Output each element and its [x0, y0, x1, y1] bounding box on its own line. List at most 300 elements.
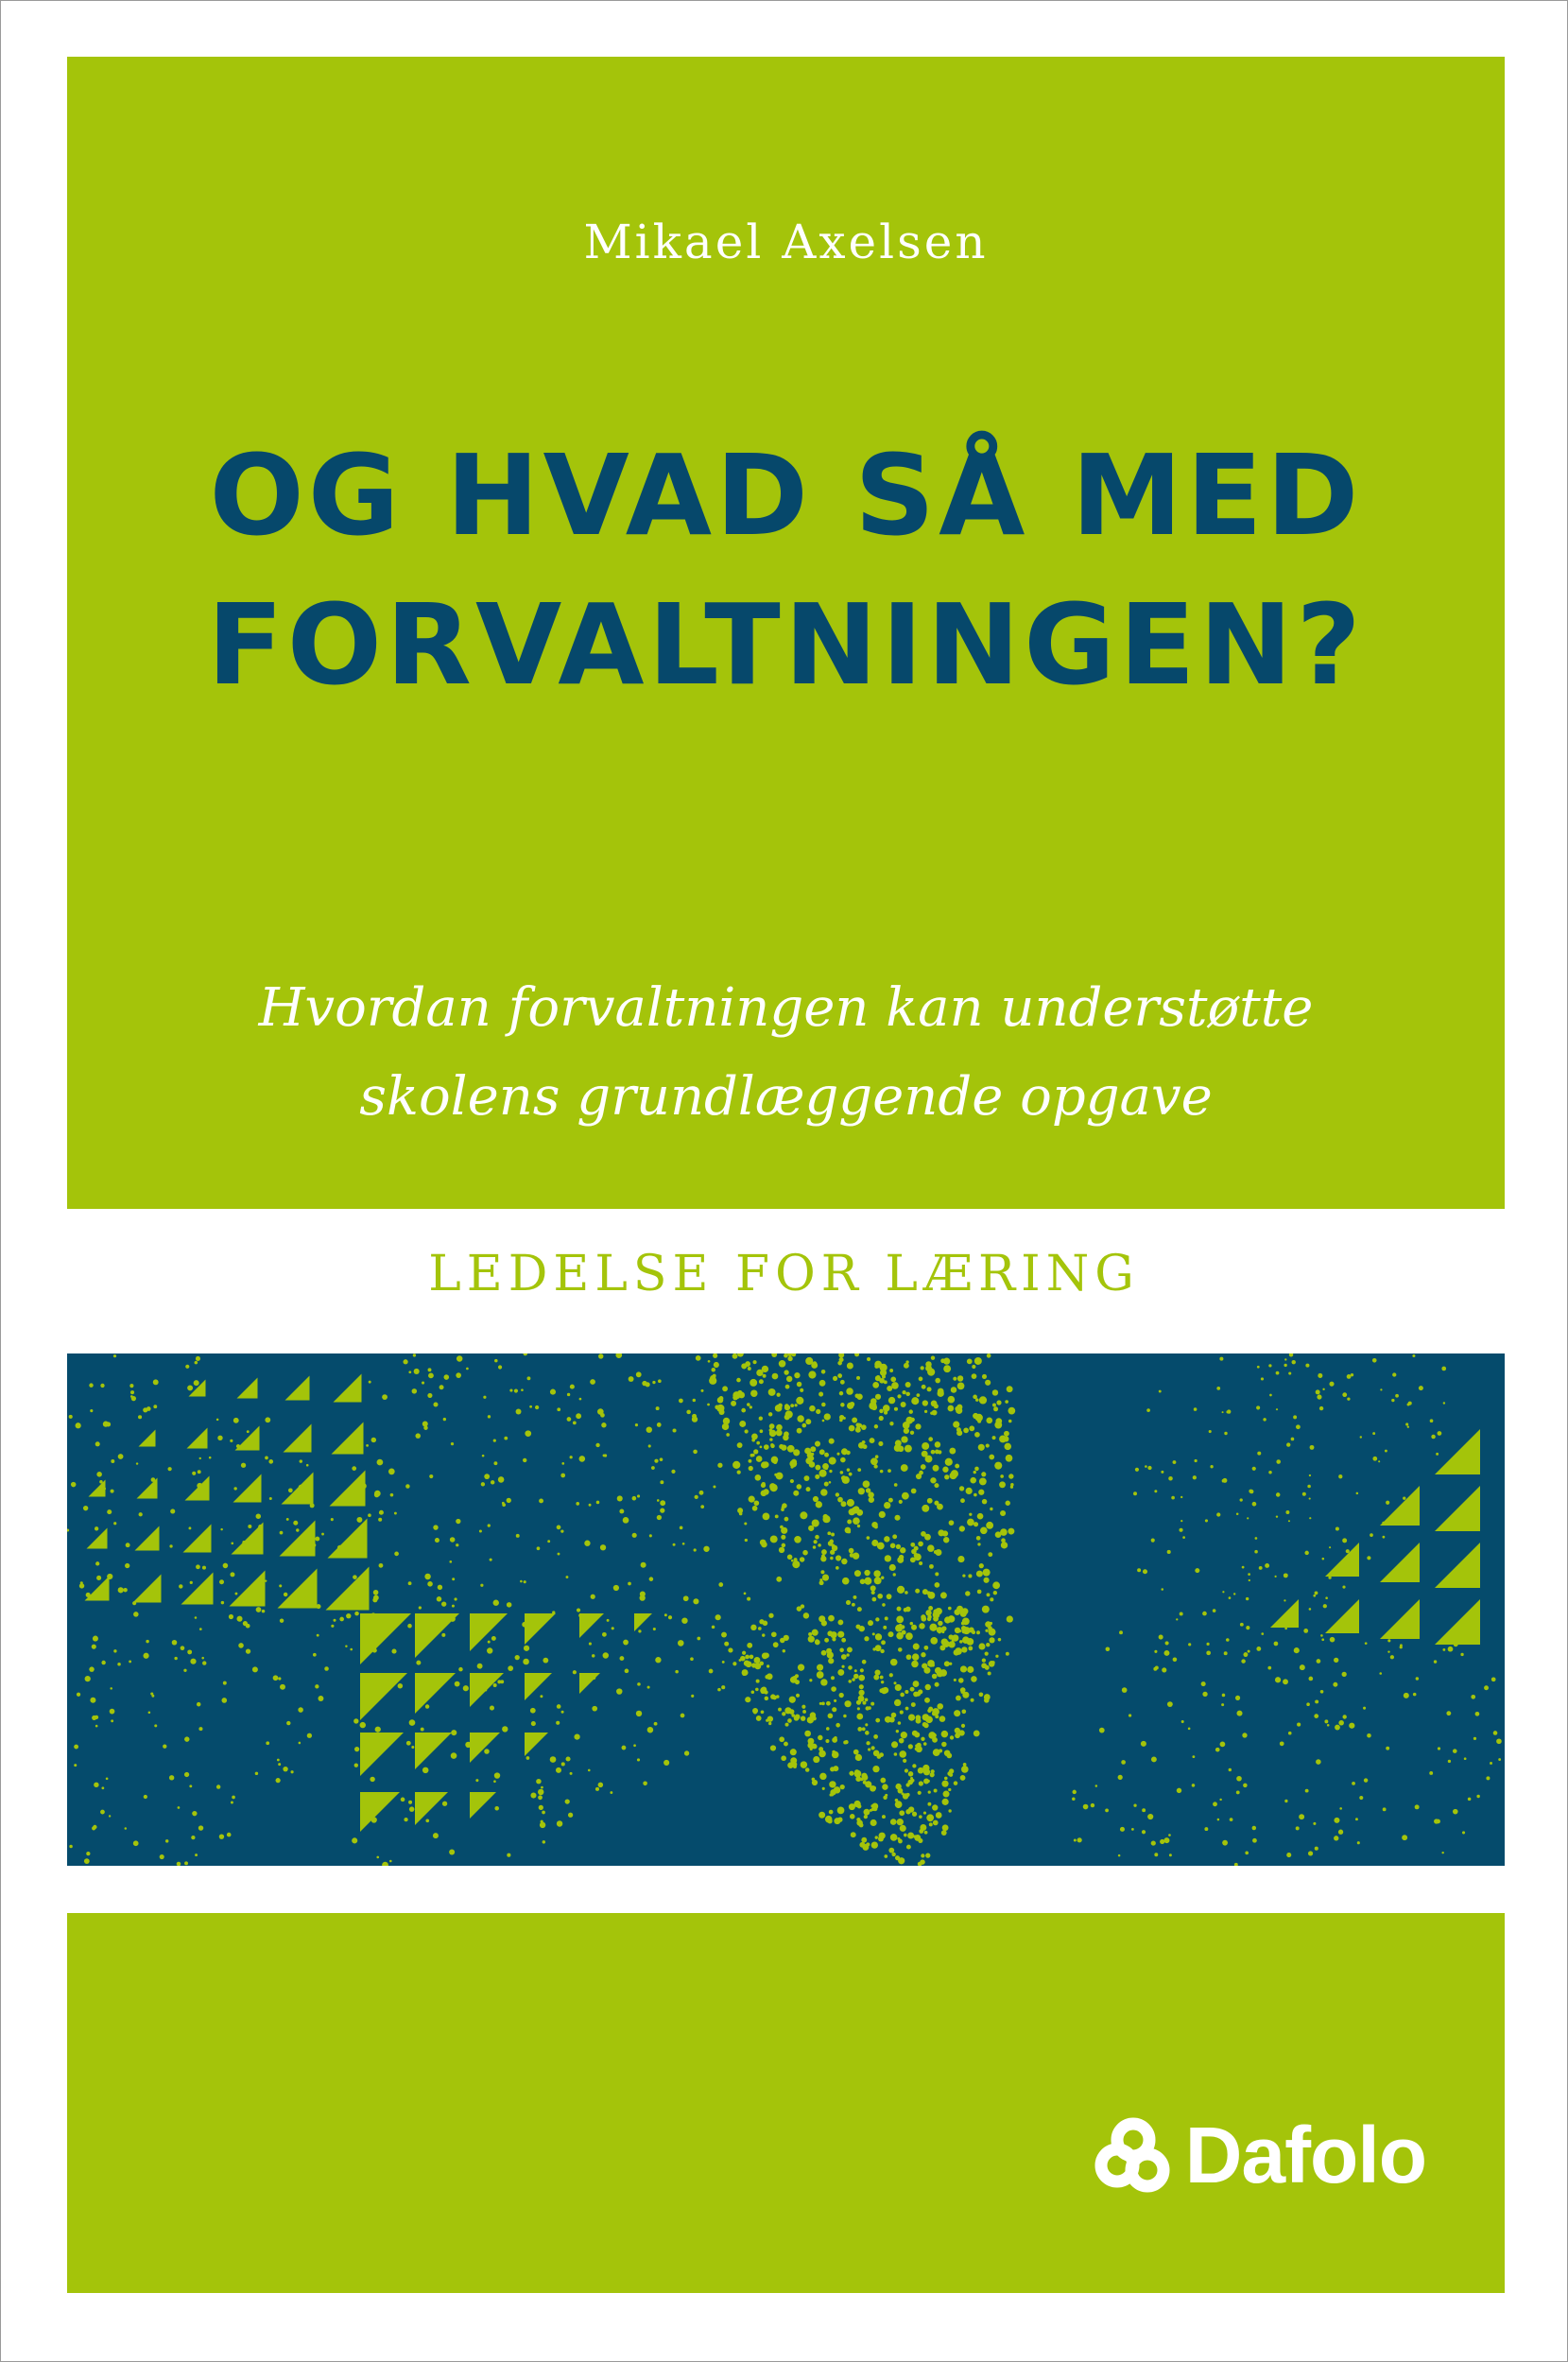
pattern-dot — [849, 1548, 854, 1554]
pattern-triangle — [1380, 1543, 1420, 1582]
pattern-dot — [118, 1454, 124, 1459]
pattern-dot — [540, 1695, 543, 1698]
pattern-dot — [827, 1819, 832, 1823]
pattern-dot — [865, 1723, 868, 1726]
book-title — [67, 421, 1505, 719]
pattern-dot — [823, 1514, 829, 1520]
pattern-dot — [841, 1501, 847, 1507]
pattern-dot — [610, 1791, 612, 1794]
pattern-dot — [830, 1557, 834, 1560]
pattern-dot — [1276, 1515, 1278, 1517]
pattern-dot — [199, 1457, 201, 1459]
pattern-dot — [576, 1502, 579, 1506]
pattern-dot — [525, 1430, 531, 1437]
pattern-dot — [1372, 1432, 1375, 1435]
pattern-dot — [880, 1676, 884, 1680]
pattern-dot — [1291, 1438, 1295, 1441]
pattern-dot — [971, 1676, 977, 1682]
pattern-dot — [531, 1721, 536, 1726]
pattern-dot — [972, 1365, 975, 1369]
pattern-dot — [236, 1616, 242, 1622]
pattern-dot — [660, 1509, 664, 1513]
pattern-dot — [1008, 1474, 1013, 1478]
pattern-dot — [764, 1444, 769, 1450]
pattern-dot — [516, 1534, 520, 1538]
pattern-dot — [1154, 1853, 1158, 1856]
pattern-dot — [808, 1371, 816, 1378]
pattern-dot — [177, 1862, 181, 1866]
pattern-dot — [1226, 1638, 1230, 1642]
pattern-dot — [236, 1444, 240, 1448]
pattern-dot — [1257, 1452, 1261, 1456]
pattern-dot — [737, 1508, 743, 1513]
pattern-dot — [1309, 1498, 1311, 1500]
pattern-dot — [732, 1353, 738, 1359]
pattern-dot — [918, 1689, 922, 1694]
pattern-dot — [807, 1452, 814, 1458]
pattern-dot — [183, 1669, 186, 1672]
pattern-dot — [948, 1809, 951, 1812]
pattern-dot — [963, 1763, 967, 1767]
pattern-dot — [986, 1643, 990, 1647]
bottom-green-panel — [67, 1913, 1505, 2293]
pattern-dot — [113, 1522, 116, 1525]
pattern-dot — [1406, 1499, 1410, 1503]
pattern-dot — [1284, 1364, 1286, 1367]
pattern-dot — [793, 1491, 799, 1496]
pattern-dot — [817, 1664, 823, 1671]
pattern-dot — [1213, 1609, 1216, 1612]
pattern-dot — [1400, 1646, 1403, 1648]
pattern-dot — [1309, 1608, 1312, 1611]
pattern-dot — [837, 1620, 843, 1626]
pattern-dot — [978, 1643, 985, 1649]
pattern-dot — [792, 1560, 800, 1568]
pattern-dot — [265, 1579, 267, 1581]
pattern-dot — [710, 1375, 715, 1381]
pattern-dot — [858, 1488, 865, 1494]
pattern-dot — [944, 1474, 949, 1479]
pattern-dot — [449, 1849, 455, 1854]
pattern-dot — [795, 1715, 801, 1720]
pattern-dot — [981, 1472, 986, 1476]
pattern-dot — [602, 1632, 607, 1637]
pattern-dot — [920, 1859, 924, 1864]
pattern-triangle — [328, 1519, 368, 1559]
pattern-dot — [872, 1382, 879, 1388]
pattern-dot — [196, 1356, 200, 1361]
pattern-dot — [1256, 1647, 1261, 1651]
pattern-dot — [265, 1417, 270, 1422]
pattern-triangle — [326, 1567, 370, 1611]
pattern-dot — [961, 1709, 966, 1714]
pattern-dot — [1356, 1492, 1359, 1495]
pattern-dot — [1380, 1388, 1382, 1390]
pattern-dot — [223, 1681, 227, 1685]
pattern-dot — [761, 1710, 765, 1714]
pattern-dot — [853, 1517, 860, 1525]
pattern-dot — [897, 1607, 902, 1612]
pattern-dot — [542, 1811, 545, 1815]
pattern-dot — [933, 1609, 939, 1614]
pattern-dot — [858, 1675, 865, 1681]
pattern-dot — [917, 1393, 921, 1397]
pattern-dot — [872, 1597, 877, 1602]
pattern-dot — [642, 1381, 646, 1386]
pattern-dot — [846, 1653, 849, 1656]
pattern-dot — [617, 1495, 623, 1501]
pattern-dot — [768, 1412, 772, 1416]
pattern-dot — [490, 1706, 494, 1711]
pattern-dot — [988, 1552, 992, 1557]
pattern-dot — [919, 1623, 925, 1629]
pattern-dot — [1209, 1430, 1212, 1433]
pattern-dot — [83, 1506, 88, 1510]
pattern-dot — [986, 1522, 993, 1529]
pattern-dot — [95, 1715, 98, 1719]
pattern-dot — [938, 1529, 944, 1536]
pattern-dot — [248, 1525, 251, 1528]
pattern-dot — [375, 1727, 381, 1733]
pattern-dot — [123, 1588, 127, 1592]
pattern-dot — [216, 1784, 220, 1788]
pattern-dot — [998, 1638, 1002, 1642]
pattern-dot — [975, 1414, 983, 1422]
pattern-dot — [366, 1444, 369, 1447]
pattern-dot — [808, 1636, 815, 1643]
pattern-dot — [419, 1606, 422, 1609]
pattern-dot — [1006, 1501, 1010, 1506]
pattern-dot — [1309, 1474, 1311, 1476]
pattern-dot — [919, 1377, 923, 1382]
pattern-dot — [732, 1461, 740, 1469]
pattern-dot — [638, 1629, 641, 1632]
pattern-dot — [641, 1562, 646, 1568]
pattern-dot — [202, 1566, 206, 1570]
pattern-triangle — [1435, 1429, 1480, 1474]
pattern-dot — [875, 1617, 879, 1621]
pattern-dot — [484, 1474, 490, 1479]
pattern-dot — [934, 1550, 938, 1554]
pattern-dot — [948, 1607, 952, 1611]
pattern-dot — [822, 1787, 825, 1790]
pattern-dot — [190, 1581, 193, 1584]
pattern-dot — [925, 1456, 933, 1463]
pattern-dot — [1365, 1642, 1368, 1645]
pattern-dot — [194, 1380, 199, 1386]
pattern-dot — [1162, 1667, 1166, 1672]
pattern-dot — [985, 1652, 989, 1656]
pattern-dot — [958, 1678, 964, 1683]
pattern-dot — [749, 1466, 753, 1471]
pattern-dot — [1419, 1386, 1423, 1390]
pattern-dot — [901, 1732, 907, 1738]
pattern-dot — [1222, 1694, 1226, 1698]
pattern-dot — [787, 1718, 792, 1723]
pattern-dot — [516, 1409, 522, 1415]
pattern-dot — [862, 1660, 867, 1664]
pattern-dot — [839, 1391, 843, 1395]
pattern-dot — [980, 1526, 988, 1534]
pattern-dot — [962, 1636, 970, 1644]
pattern-dot — [79, 1583, 84, 1588]
pattern-dot — [258, 1525, 262, 1528]
pattern-dot — [959, 1640, 963, 1644]
pattern-dot — [866, 1488, 870, 1492]
pattern-triangle — [1435, 1599, 1480, 1645]
pattern-dot — [317, 1634, 319, 1637]
pattern-dot — [1006, 1652, 1009, 1656]
pattern-dot — [955, 1464, 959, 1469]
pattern-dot — [708, 1360, 711, 1363]
pattern-dot — [1269, 1394, 1272, 1397]
pattern-dot — [493, 1439, 496, 1441]
pattern-dot — [767, 1664, 769, 1667]
pattern-dot — [795, 1674, 799, 1678]
pattern-dot — [746, 1661, 752, 1667]
pattern-dot — [925, 1365, 932, 1371]
pattern-dot — [925, 1853, 930, 1857]
pattern-dot — [290, 1770, 293, 1773]
pattern-dot — [885, 1555, 891, 1561]
pattern-dot — [458, 1667, 463, 1672]
pattern-dot — [914, 1835, 921, 1841]
pattern-dot — [885, 1616, 888, 1620]
pattern-dot — [276, 1778, 281, 1783]
pattern-dot — [810, 1748, 813, 1750]
pattern-dot — [541, 1820, 543, 1823]
pattern-dot — [804, 1731, 811, 1737]
pattern-dot — [956, 1696, 961, 1701]
pattern-dot — [360, 1722, 366, 1728]
pattern-dot — [524, 1580, 526, 1583]
pattern-dot — [493, 1461, 497, 1465]
pattern-dot — [927, 1544, 934, 1551]
pattern-dot — [1431, 1435, 1436, 1440]
pattern-triangle — [133, 1575, 162, 1603]
pattern-dot — [853, 1750, 859, 1755]
pattern-dot — [897, 1837, 900, 1840]
pattern-dot — [694, 1548, 697, 1551]
pattern-dot — [493, 1780, 496, 1783]
pattern-dot — [598, 1353, 603, 1358]
pattern-dot — [401, 1798, 405, 1802]
pattern-dot — [819, 1380, 826, 1387]
pattern-dot — [1379, 1672, 1382, 1675]
pattern-dot — [870, 1457, 878, 1465]
pattern-dot — [1235, 1696, 1240, 1700]
pattern-dot — [406, 1741, 411, 1746]
pattern-dot — [803, 1612, 809, 1618]
pattern-dot — [651, 1466, 655, 1470]
pattern-triangle — [280, 1521, 316, 1557]
pattern-dot — [859, 1626, 865, 1631]
pattern-dot — [1284, 1599, 1285, 1601]
pattern-triangle — [1380, 1599, 1420, 1639]
pattern-dot — [974, 1432, 980, 1438]
pattern-dot — [1317, 1659, 1321, 1664]
pattern-dot — [331, 1625, 334, 1628]
pattern-dot — [684, 1750, 689, 1755]
pattern-dot — [887, 1631, 893, 1637]
pattern-dot — [529, 1405, 532, 1408]
pattern-dot — [1234, 1863, 1238, 1866]
pattern-dot — [1252, 1502, 1257, 1507]
pattern-dot — [567, 1417, 572, 1422]
pattern-dot — [874, 1525, 878, 1528]
pattern-dot — [647, 1727, 653, 1733]
pattern-dot — [371, 1438, 376, 1442]
pattern-dot — [883, 1796, 887, 1800]
pattern-dot — [870, 1702, 874, 1706]
pattern-dot — [190, 1659, 196, 1664]
pattern-dot — [590, 1379, 595, 1385]
pattern-dot — [148, 1711, 151, 1714]
pattern-dot — [1335, 1725, 1340, 1731]
pattern-dot — [230, 1572, 234, 1577]
pattern-dot — [1074, 1838, 1077, 1841]
pattern-dot — [384, 1685, 387, 1688]
pattern-dot — [717, 1463, 722, 1468]
pattern-dot — [897, 1394, 901, 1398]
pattern-dot — [455, 1681, 460, 1687]
pattern-dot — [1192, 1784, 1196, 1787]
pattern-dot — [913, 1681, 920, 1687]
pattern-dot — [451, 1730, 457, 1735]
pattern-dot — [321, 1533, 324, 1536]
pattern-dot — [657, 1499, 660, 1502]
pattern-dot — [172, 1640, 178, 1646]
pattern-dot — [960, 1665, 967, 1672]
pattern-dot — [923, 1812, 926, 1815]
pattern-dot — [880, 1649, 884, 1653]
pattern-dot — [942, 1467, 948, 1473]
pattern-dot — [847, 1362, 853, 1369]
pattern-dot — [625, 1669, 629, 1674]
pattern-dot — [986, 1417, 992, 1423]
pattern-dot — [1236, 1791, 1240, 1795]
pattern-dot — [466, 1368, 469, 1371]
pattern-dot — [761, 1686, 767, 1692]
pattern-dot — [832, 1751, 839, 1759]
pattern-dot — [1471, 1695, 1475, 1699]
pattern-dot — [801, 1715, 805, 1720]
pattern-dot — [480, 1584, 483, 1587]
pattern-dot — [1284, 1628, 1287, 1630]
pattern-dot — [143, 1407, 147, 1412]
pattern-dot — [905, 1707, 909, 1711]
pattern-dot — [1242, 1566, 1245, 1569]
pattern-dot — [982, 1606, 990, 1613]
pattern-dot — [607, 1619, 610, 1622]
pattern-dot — [921, 1652, 925, 1657]
pattern-dot — [1333, 1569, 1336, 1573]
pattern-dot — [934, 1788, 938, 1792]
pattern-dot — [195, 1853, 198, 1856]
pattern-dot — [820, 1570, 824, 1574]
pattern-dot — [779, 1360, 786, 1368]
pattern-dot — [233, 1487, 236, 1490]
pattern-dot — [657, 1515, 662, 1520]
pattern-dot — [1163, 1837, 1169, 1843]
pattern-dot — [1490, 1762, 1492, 1765]
pattern-dot — [869, 1402, 876, 1409]
pattern-dot — [852, 1418, 857, 1423]
pattern-dot — [866, 1842, 870, 1846]
pattern-dot — [1305, 1364, 1309, 1368]
decorative-pattern-band — [67, 1353, 1505, 1866]
pattern-dot — [144, 1795, 147, 1799]
pattern-dot — [697, 1637, 700, 1641]
pattern-dot — [1252, 1826, 1256, 1830]
pattern-dot — [897, 1557, 904, 1563]
pattern-dot — [756, 1680, 760, 1683]
pattern-dot — [465, 1742, 471, 1748]
pattern-dot — [801, 1423, 806, 1428]
title-line-1: OG HVAD SÅ MED — [209, 430, 1363, 560]
pattern-dot — [560, 1474, 565, 1478]
pattern-dot — [771, 1631, 777, 1637]
pattern-dot — [1221, 1703, 1224, 1706]
pattern-dot — [682, 1543, 685, 1545]
pattern-dot — [771, 1457, 779, 1464]
pattern-dot — [990, 1597, 993, 1601]
pattern-dot — [822, 1574, 829, 1580]
pattern-dot — [693, 1399, 696, 1402]
pattern-dot — [796, 1694, 800, 1698]
pattern-dot — [86, 1852, 90, 1855]
pattern-dot — [1242, 1733, 1247, 1737]
pattern-dot — [67, 1529, 69, 1532]
pattern-dot — [878, 1441, 883, 1446]
pattern-dot — [756, 1715, 762, 1721]
pattern-dot — [197, 1702, 201, 1707]
pattern-dot — [280, 1531, 284, 1535]
pattern-dot — [238, 1643, 244, 1648]
pattern-dot — [507, 1498, 511, 1503]
pattern-dot — [612, 1627, 614, 1629]
pattern-dot — [1006, 1455, 1013, 1462]
pattern-dot — [794, 1372, 800, 1378]
pattern-dot — [901, 1792, 904, 1795]
pattern-dot — [1352, 1782, 1355, 1785]
pattern-dot — [524, 1646, 529, 1651]
pattern-dot — [1347, 1374, 1352, 1379]
pattern-dot — [882, 1603, 886, 1607]
pattern-dot — [936, 1812, 942, 1819]
pattern-triangle — [1270, 1599, 1299, 1628]
pattern-dot — [1390, 1655, 1394, 1659]
pattern-dot — [179, 1584, 182, 1588]
pattern-dot — [828, 1714, 834, 1719]
pattern-dot — [286, 1721, 290, 1725]
pattern-dot — [1246, 1597, 1249, 1600]
pattern-dot — [132, 1601, 136, 1605]
pattern-dot — [890, 1834, 898, 1841]
triangle-dot-pattern — [67, 1353, 1505, 1866]
pattern-dot — [1143, 1569, 1147, 1574]
pattern-dot — [198, 1825, 203, 1830]
pattern-dot — [522, 1622, 527, 1628]
pattern-dot — [619, 1656, 624, 1661]
pattern-dot — [498, 1365, 502, 1369]
pattern-triangle — [183, 1525, 212, 1553]
pattern-dot — [821, 1555, 825, 1559]
pattern-dot — [1261, 1377, 1264, 1380]
pattern-dot — [857, 1607, 862, 1612]
pattern-dot — [810, 1446, 816, 1452]
pattern-dot — [312, 1543, 316, 1547]
